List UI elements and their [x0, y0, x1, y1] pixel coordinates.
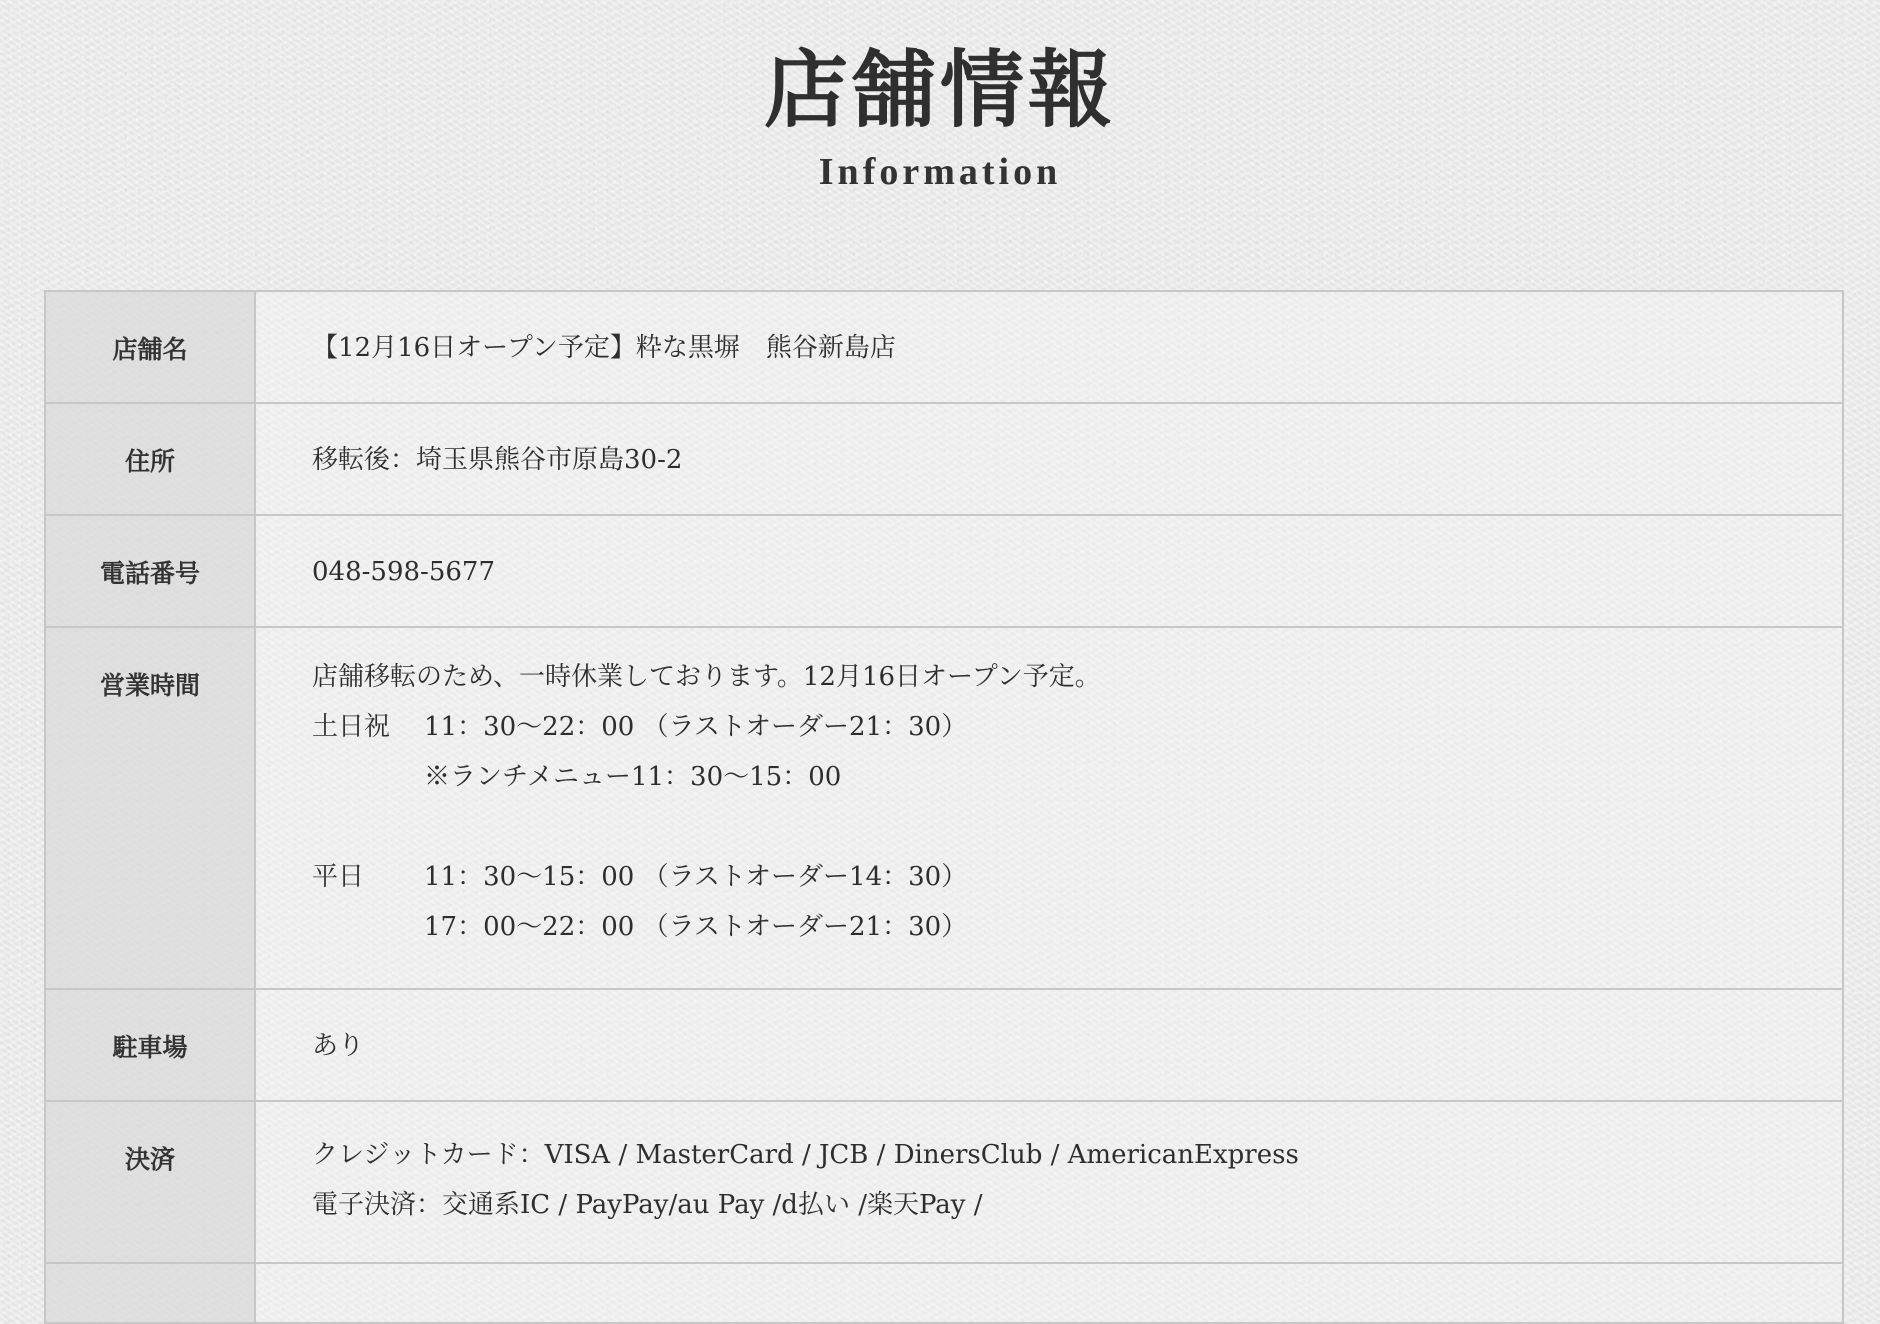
row-value-store-name — [255, 291, 1843, 403]
payment-electronic: 電子決済：交通系IC / PayPay/au Pay /d払い /楽天Pay / — [312, 1190, 983, 1220]
weekend-time: 11：30〜22：00 （ラストオーダー21：30） — [424, 712, 968, 742]
table-row-hours — [45, 627, 1843, 989]
weekday-time-1: 11：30〜15：00 （ラストオーダー14：30） — [424, 862, 968, 892]
row-label-hours: 営業時間 — [45, 627, 255, 989]
row-label-next — [45, 1263, 255, 1323]
payment-credit: クレジットカード：VISA / MasterCard / JCB / DinersClub / AmericanExpress — [312, 1140, 1299, 1170]
table-row-next — [45, 1263, 1843, 1323]
row-label-parking: 駐車場 — [45, 989, 255, 1101]
store-info-table — [44, 290, 1844, 1324]
page-title: 店舗情報 — [763, 40, 1116, 139]
hours-weekday-1 — [312, 852, 1842, 902]
row-label-store-name: 店舗名 — [45, 291, 255, 403]
hours-weekday-2 — [312, 902, 1842, 952]
address-text: 移転後：埼玉県熊谷市原島30-2 — [312, 445, 683, 475]
weekday-time-2: 17：00〜22：00 （ラストオーダー21：30） — [424, 912, 968, 942]
table-row-address — [45, 403, 1843, 515]
table-row-payment — [45, 1101, 1843, 1263]
table-row-phone — [45, 515, 1843, 627]
row-value-parking — [255, 989, 1843, 1101]
page-subtitle: Information — [818, 151, 1062, 194]
row-label-phone: 電話番号 — [45, 515, 255, 627]
row-value-address — [255, 403, 1843, 515]
table-row-parking — [45, 989, 1843, 1101]
row-value-hours — [255, 627, 1843, 989]
store-name-text: 【12月16日オープン予定】粋な黒塀 熊谷新島店 — [312, 333, 896, 363]
page-heading — [0, 40, 1880, 194]
weekend-label: 土日祝 — [312, 712, 391, 742]
phone-number: 048-598-5677 — [312, 557, 495, 587]
row-value-phone — [255, 515, 1843, 627]
parking-text: あり — [312, 1031, 365, 1061]
row-label-payment: 決済 — [45, 1101, 255, 1263]
hours-weekend-lunch — [312, 752, 1842, 802]
hours-notice: 店舗移転のため、一時休業しております。12月16日オープン予定。 — [312, 662, 1101, 692]
weekend-lunch: ※ランチメニュー11：30〜15：00 — [424, 762, 842, 792]
weekday-label: 平日 — [312, 862, 365, 892]
row-value-next — [255, 1263, 1843, 1323]
table-row-store-name — [45, 291, 1843, 403]
row-value-payment — [255, 1101, 1843, 1263]
row-label-address: 住所 — [45, 403, 255, 515]
hours-weekend — [312, 702, 1842, 752]
